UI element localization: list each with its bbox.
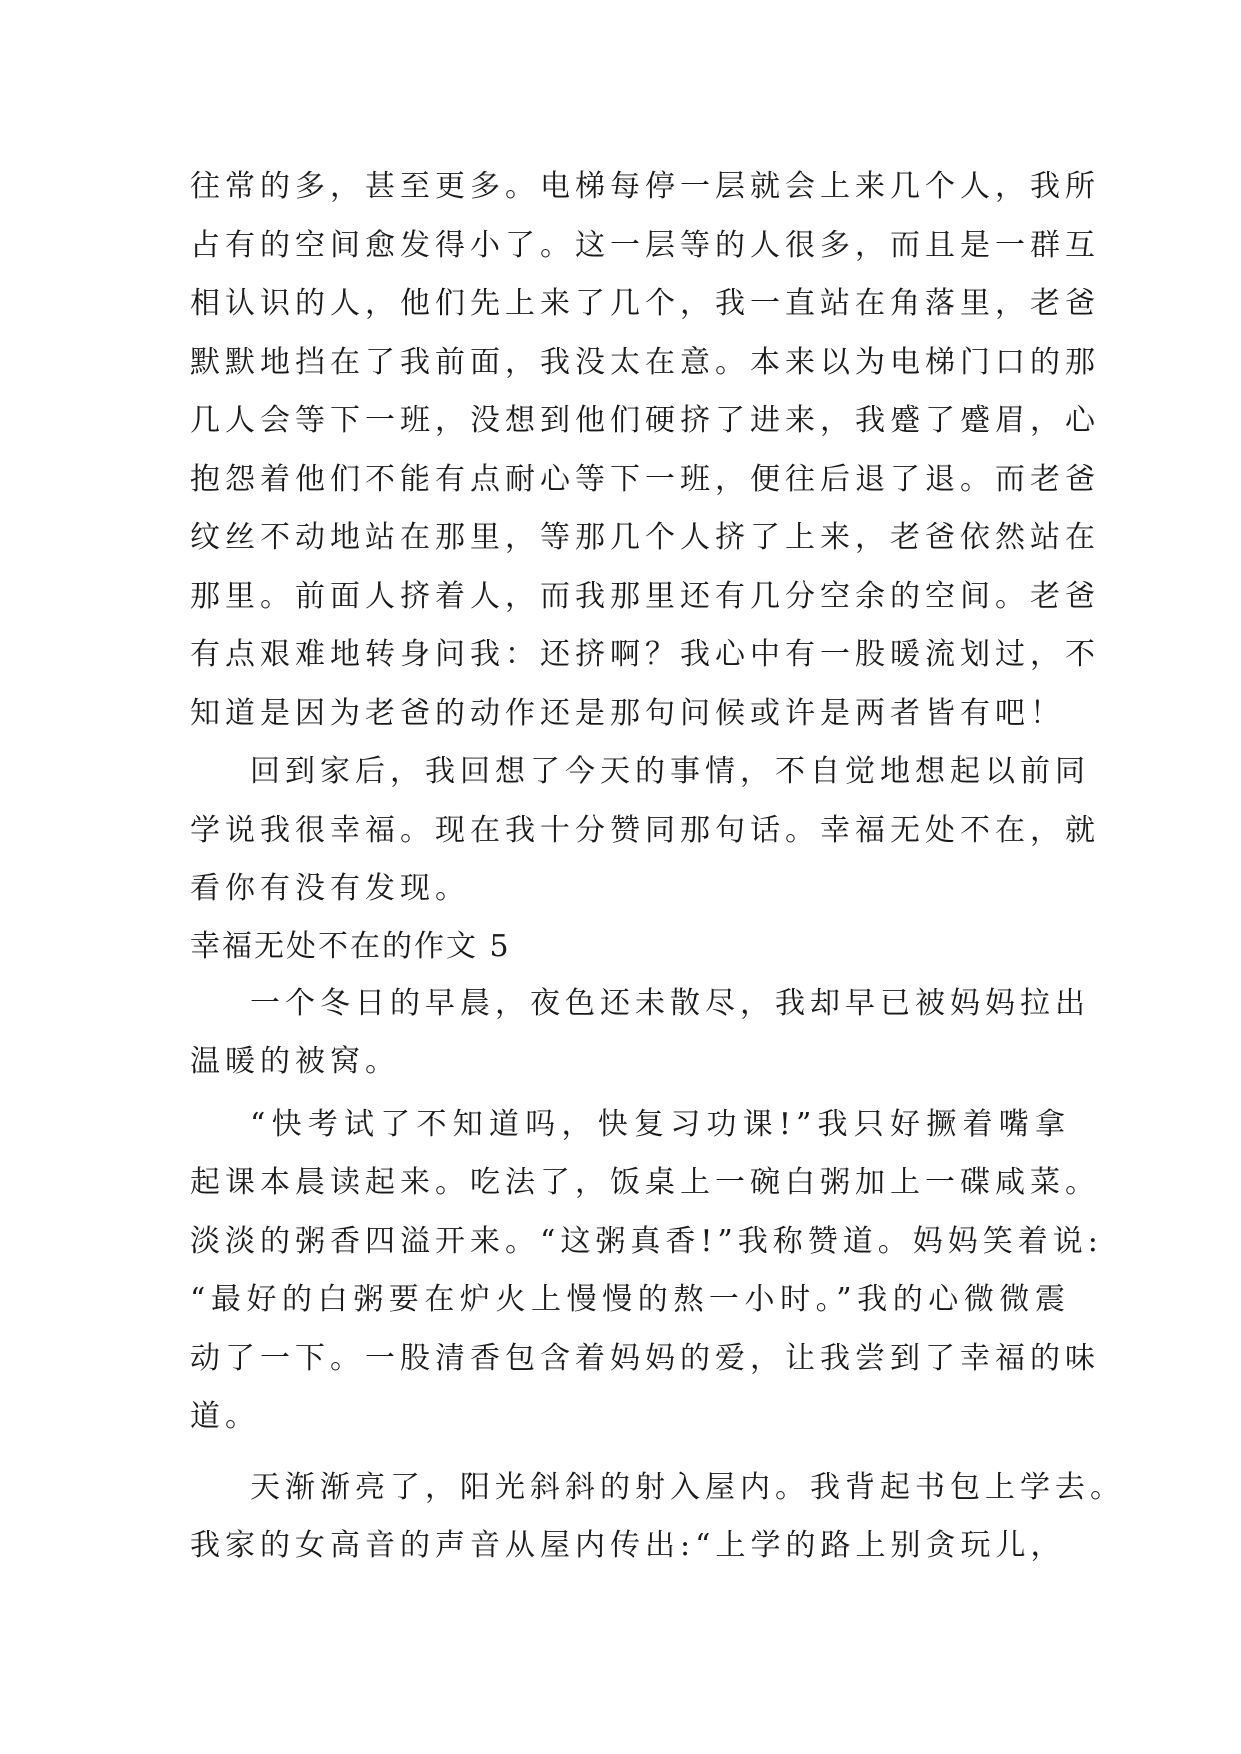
text-line: 淡淡的粥香四溢开来。“这粥真香!”我称赞道。妈妈笑着说: bbox=[190, 1223, 1103, 1259]
text-line: 几人会等下一班，没想到他们硬挤了进来，我蹙了蹙眉，心 bbox=[190, 403, 1100, 438]
section-heading: 幸福无处不在的作文 5 bbox=[190, 928, 511, 964]
text-line: 学说我很幸福。现在我十分赞同那句话。幸福无处不在，就 bbox=[190, 812, 1100, 848]
paragraph-porridge bbox=[190, 1096, 1103, 1447]
paragraph-school bbox=[190, 1459, 1125, 1576]
text-line: 一个冬日的早晨，夜色还未散尽，我却早已被妈妈拉出 bbox=[250, 985, 1090, 1021]
text-line: 抱怨着他们不能有点耐心等下一班，便往后退了退。而老爸 bbox=[190, 461, 1100, 497]
text-line: “最好的白粥要在炉火上慢慢的熬一小时。”我的心微微震 bbox=[190, 1282, 1070, 1317]
text-line: 温暖的被窝。 bbox=[190, 1044, 400, 1079]
text-line: 道。 bbox=[190, 1399, 260, 1434]
text-line: 相认识的人，他们先上来了几个，我一直站在角落里，老爸 bbox=[190, 286, 1100, 321]
text-line: 纹丝不动地站在那里，等那几个人挤了上来，老爸依然站在 bbox=[190, 520, 1100, 555]
text-line: 知道是因为老爸的动作还是那句问候或许是两者皆有吧！ bbox=[190, 695, 1065, 731]
paragraph-home bbox=[190, 743, 1100, 919]
text-line: 天渐渐亮了，阳光斜斜的射入屋内。我背起书包上学去。 bbox=[250, 1469, 1125, 1505]
text-line: 看你有没有发现。 bbox=[190, 871, 470, 906]
text-line: “快考试了不知道吗，快复习功课!”我只好撅着嘴拿 bbox=[250, 1106, 1070, 1142]
text-line: 我家的女高音的声音从屋内传出:“上学的路上别贪玩儿， bbox=[190, 1528, 1066, 1563]
text-line: 默默地挡在了我前面，我没太在意。本来以为电梯门口的那 bbox=[190, 344, 1100, 380]
text-line: 有点艰难地转身问我：还挤啊？我心中有一股暖流划过，不 bbox=[190, 637, 1100, 672]
text-line: 那里。前面人挤着人，而我那里还有几分空余的空间。老爸 bbox=[190, 578, 1100, 614]
text-line: 回到家后，我回想了今天的事情，不自觉地想起以前同 bbox=[250, 754, 1090, 789]
document-body bbox=[190, 158, 1125, 1576]
text-line: 往常的多，甚至更多。电梯每停一层就会上来几个人，我所 bbox=[190, 169, 1100, 204]
paragraph-elevator bbox=[190, 158, 1100, 743]
text-line: 占有的空间愈发得小了。这一层等的人很多，而且是一群互 bbox=[190, 227, 1100, 263]
text-line: 动了一下。一股清香包含着妈妈的爱，让我尝到了幸福的味 bbox=[190, 1340, 1100, 1376]
text-line: 起课本晨读起来。吃法了，饭桌上一碗白粥加上一碟咸菜。 bbox=[190, 1165, 1100, 1200]
paragraph-winter-morning bbox=[190, 975, 1090, 1092]
